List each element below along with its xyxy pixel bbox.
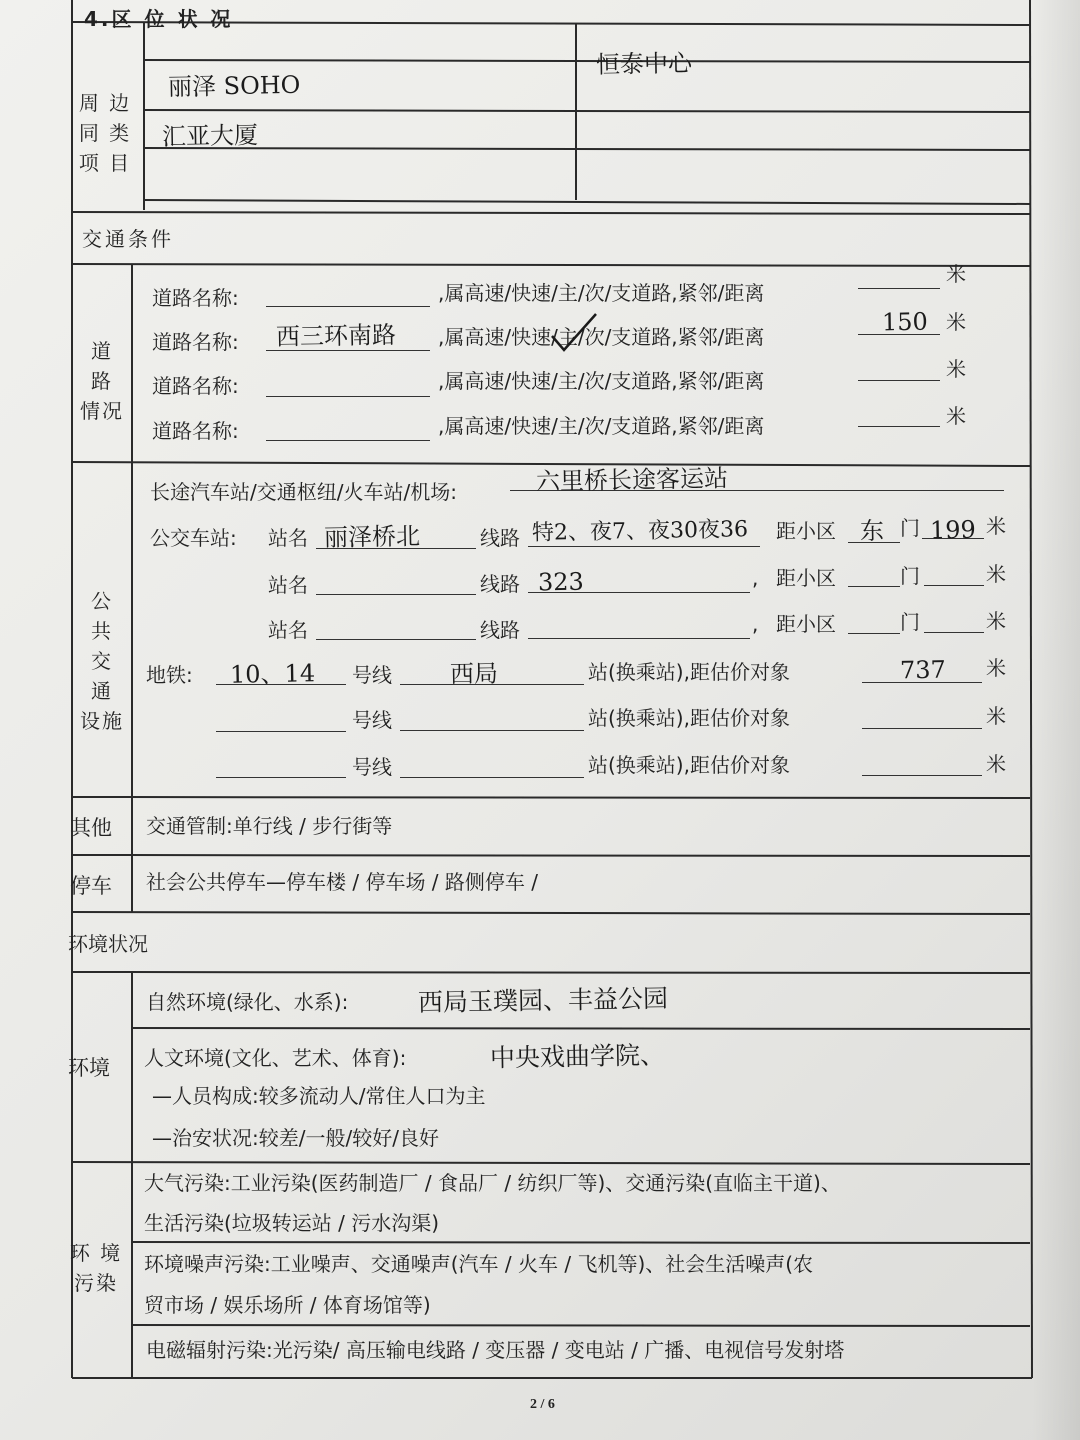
road-name-label: 道路名称: (152, 286, 239, 310)
subway-line-field (216, 777, 346, 778)
road-type-text: ,属高速/快速/主/次/支道路,紧邻/距离 (438, 281, 765, 305)
line-label: 号线 (352, 755, 392, 779)
section-title: 4.区 位 状 况 (84, 7, 234, 31)
air-pollution-line-2: 生活污染(垃圾转运站 / 污水沟渠) (144, 1211, 440, 1235)
parking-text: 社会公共停车—停车楼 / 停车场 / 路侧停车 / (146, 870, 539, 894)
bus-unit: 米 (986, 609, 1006, 633)
gate-label: 门 (900, 610, 920, 634)
route-label: 线路 (480, 526, 520, 550)
noise-pollution-line-2: 贸市场 / 娱乐场所 / 体育场馆等) (144, 1293, 431, 1317)
bus-distance-field (924, 585, 984, 586)
station-label: 站名 (268, 573, 308, 597)
subway-station-field (400, 730, 584, 731)
station-suffix: 站(换乘站),距估价对象 (588, 753, 790, 777)
station-label: 站名 (268, 526, 308, 550)
bus-distance-field (924, 632, 984, 633)
route-field (528, 546, 760, 547)
line-label: 号线 (352, 708, 392, 732)
other-text: 交通管制:单行线 / 步行街等 (146, 814, 393, 838)
road-name-label: 道路名称: (152, 374, 239, 398)
parking-label: 停车 (70, 874, 112, 898)
route-value: 特2、夜7、夜30夜36 (531, 517, 749, 546)
surrounding-label: 周 边 同 类 项 目 (78, 91, 132, 175)
road-type-text: ,属高速/快速/主/次/支道路,紧邻/距离 (438, 369, 765, 393)
direction-field (848, 586, 900, 587)
direction-field (848, 633, 900, 634)
long-distance-label: 长途汽车站/交通枢纽/火车站/机场: (150, 480, 457, 504)
subway-unit: 米 (986, 704, 1006, 728)
air-pollution-line-1: 大气污染:工业污染(医药制造厂 / 食品厂 / 纺织厂等)、交通污染(直临主干道)、 (144, 1171, 841, 1195)
checkmark-icon (548, 310, 600, 354)
bus-unit: 米 (986, 514, 1006, 538)
road-type-text: ,属高速/快速/主/次/支道路,紧邻/距离 (438, 325, 765, 349)
road-distance-field (858, 380, 940, 381)
subway-unit: 米 (986, 752, 1006, 776)
subway-distance-field (862, 775, 982, 776)
gate-label: 门 (900, 564, 920, 588)
road-name-field (266, 396, 430, 397)
other-label: 其他 (70, 816, 112, 840)
road-unit: 米 (946, 357, 966, 381)
road-unit: 米 (946, 404, 966, 428)
environment-label: 环境 (68, 1056, 110, 1080)
road-label: 道 路 情况 (80, 339, 124, 423)
route-field (528, 638, 750, 639)
noise-pollution-line-1: 环境噪声污染:工业噪声、交通噪声(汽车 / 火车 / 飞机等)、社会生活噪声(农 (144, 1252, 814, 1276)
road-name-label: 道路名称: (152, 330, 239, 354)
subway-line-value: 10、14 (229, 659, 316, 689)
distance-label: 距小区 (776, 519, 836, 543)
environment-header: 环境状况 (68, 932, 148, 956)
direction-value: 东 (859, 516, 885, 546)
bus-comma: , (752, 612, 759, 636)
bus-comma: , (752, 566, 759, 590)
station-label: 站名 (268, 618, 308, 642)
subway-label: 地铁: (146, 663, 193, 687)
bus-label: 公交车站: (150, 526, 237, 550)
road-name-field (266, 440, 430, 441)
subway-station-value: 西局 (449, 659, 499, 689)
road-name-field (266, 306, 430, 307)
em-pollution-line: 电磁辐射污染:光污染/ 高压输电线路 / 变压器 / 变电站 / 广播、电视信号发射塔 (146, 1338, 845, 1362)
surrounding-project-3: 恒泰中心 (595, 49, 693, 79)
road-distance-field (858, 426, 940, 427)
route-label: 线路 (480, 618, 520, 642)
route-label: 线路 (480, 572, 520, 596)
cultural-value: 中央戏曲学院、 (489, 1040, 666, 1073)
distance-label: 距小区 (776, 612, 836, 636)
station-field (316, 639, 476, 640)
cultural-label: 人文环境(文化、艺术、体育): (144, 1046, 407, 1070)
security-line: —治安状况:较差/一般/较好/良好 (152, 1126, 439, 1150)
page-number: 2 / 6 (530, 1397, 555, 1412)
road-type-text: ,属高速/快速/主/次/支道路,紧邻/距离 (438, 414, 765, 438)
long-distance-value: 六里桥长途客运站 (535, 464, 729, 496)
people-line: —人员构成:较多流动人/常住人口为主 (152, 1084, 486, 1108)
subway-distance-field (862, 728, 982, 729)
surrounding-project-2: 汇亚大厦 (161, 121, 259, 151)
line-label: 号线 (352, 663, 392, 687)
surrounding-project-1: 丽泽 SOHO (167, 70, 301, 102)
station-field (316, 594, 476, 595)
pollution-label: 环 境 污染 (69, 1241, 123, 1295)
natural-label: 自然环境(绿化、水系): (146, 990, 349, 1014)
road-name-value: 西三环南路 (275, 320, 397, 352)
road-unit: 米 (946, 262, 966, 286)
station-suffix: 站(换乘站),距估价对象 (588, 660, 790, 684)
public-transport-label: 公 共 交 通 设施 (80, 589, 124, 733)
subway-distance-value: 737 (899, 655, 947, 685)
subway-line-field (216, 731, 346, 732)
bus-unit: 米 (986, 562, 1006, 586)
station-suffix: 站(换乘站),距估价对象 (588, 706, 790, 730)
road-unit: 米 (946, 310, 966, 334)
natural-value: 西局玉璞园、丰益公园 (417, 983, 669, 1018)
route-value: 323 (537, 567, 585, 597)
subway-unit: 米 (986, 656, 1006, 680)
road-name-label: 道路名称: (152, 419, 239, 443)
distance-label: 距小区 (776, 566, 836, 590)
road-distance-field (858, 288, 940, 289)
traffic-header: 交通条件 (82, 227, 174, 251)
subway-station-field (400, 777, 584, 778)
road-distance-value: 150 (881, 307, 929, 337)
gate-label: 门 (900, 516, 920, 540)
bus-distance-value: 199 (929, 515, 977, 545)
station-value: 丽泽桥北 (323, 522, 421, 552)
